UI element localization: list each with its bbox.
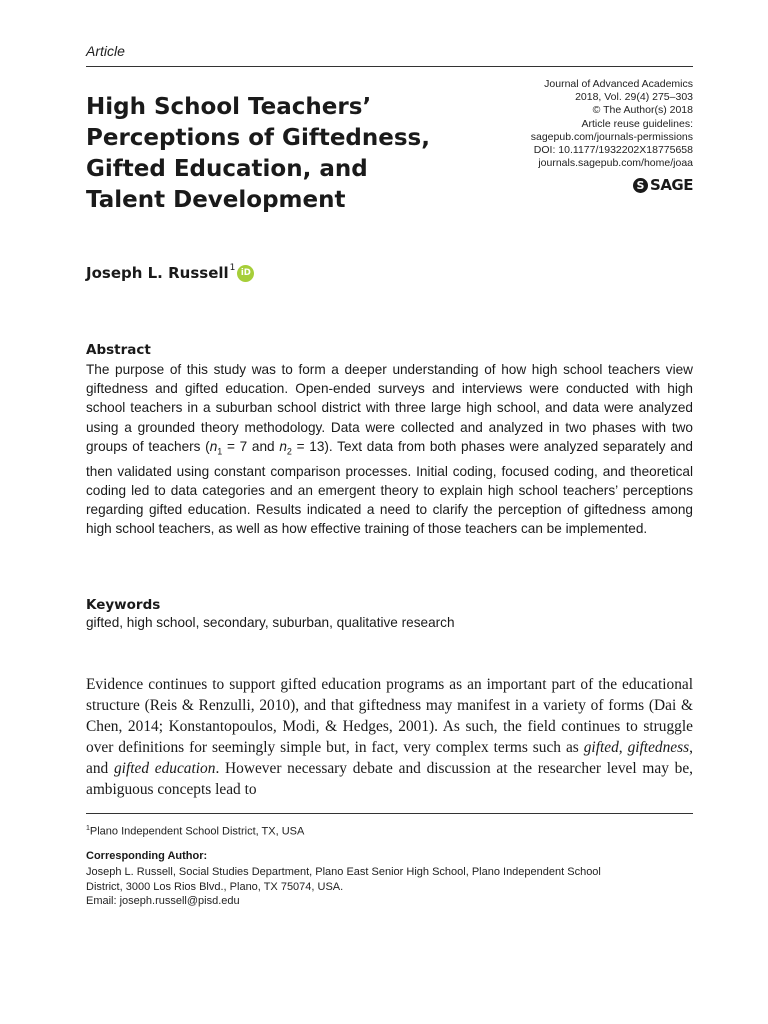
title-line: High School Teachers’ bbox=[86, 94, 372, 120]
abstract-segment: = 7 and bbox=[222, 438, 280, 454]
publisher-name: SAGE bbox=[650, 176, 693, 194]
permissions-link[interactable]: sagepub.com/journals-permissions bbox=[530, 130, 693, 143]
keywords-list: gifted, high school, secondary, suburban, qualitative research bbox=[86, 615, 455, 630]
doi[interactable]: DOI: 10.1177/1932202X18775658 bbox=[533, 144, 693, 157]
journal-copyright: © The Author(s) 2018 bbox=[592, 104, 693, 117]
body-segment: Evidence continues to support gifted education programs as an important part of the educational structure (Reis & Renzulli, 2010), and that giftedness may manifest in a variety of forms (Dai & Chen, 2014; Konstantopoulos, Modi, & Hedges, 2001). As such, the field continues to struggle over definitions for seemingly simple but, in fact, very complex terms such as bbox=[86, 676, 693, 756]
corresponding-author-heading: Corresponding Author: bbox=[86, 850, 208, 862]
corr-address-line: District, 3000 Los Rios Blvd., Plano, TX 75074, USA. bbox=[86, 880, 344, 893]
author-affiliation-marker: 1 bbox=[229, 263, 236, 273]
journal-volume: 2018, Vol. 29(4) 275–303 bbox=[575, 91, 693, 104]
journal-name: Journal of Advanced Academics bbox=[544, 78, 693, 90]
author-name: Joseph L. Russell bbox=[86, 264, 229, 282]
abstract-heading: Abstract bbox=[86, 342, 151, 358]
italic-term: gifted education bbox=[113, 760, 216, 777]
journal-info bbox=[531, 78, 693, 170]
corr-email[interactable]: Email: joseph.russell@pisd.edu bbox=[86, 895, 240, 907]
variable-n: n bbox=[209, 438, 218, 454]
abstract-segment: = 13). Text data from both phases were analyzed separately and then validated using constant comparison processes. Initial coding, focused coding, and theoretical coding led to data categories and an emergent theory to explain high school teachers’ perceptions regarding gifted education. Results indicated a need to clarify the perception of giftedness among high school teachers, as well as how effective training of those teachers can be implemented. bbox=[86, 438, 693, 537]
publisher-logo bbox=[633, 176, 693, 194]
corresponding-author-details bbox=[86, 865, 693, 909]
author-line bbox=[86, 264, 254, 282]
reuse-guidelines-label: Article reuse guidelines: bbox=[581, 117, 693, 130]
header-divider bbox=[86, 66, 693, 67]
abstract-text bbox=[86, 360, 693, 539]
variable-n: n bbox=[279, 438, 287, 454]
orcid-icon[interactable]: iD bbox=[237, 265, 254, 282]
footnote-marker: 1 bbox=[86, 825, 90, 832]
italic-term: gifted, giftedness bbox=[583, 739, 690, 756]
abstract-segment: The purpose of this study was to form a deeper understanding of how high school teachers view giftedness and gifted education. Open-ended surveys and interviews were conducted with high school teachers in a suburban school district with three large high school, and data were analyzed using a grounded theory methodology. Data were collected and analyzed in two phases with two groups of teachers ( bbox=[86, 362, 693, 454]
body-segment: . However necessary debate and discussion at the researcher level may be, ambiguous concepts lead to bbox=[86, 760, 694, 798]
body-paragraph bbox=[86, 674, 693, 800]
subscript: 1 bbox=[217, 446, 223, 457]
corr-address-line: Joseph L. Russell, Social Studies Department, Plano East Senior High School, Plano Independent School bbox=[86, 866, 601, 878]
affiliation-text: Plano Independent School District, TX, USA bbox=[89, 825, 305, 838]
title-line: Gifted Education, and bbox=[86, 156, 368, 182]
keywords-heading: Keywords bbox=[86, 597, 161, 613]
sage-logo-icon: S bbox=[633, 178, 648, 193]
affiliation-footnote bbox=[86, 825, 304, 838]
footnote-divider bbox=[86, 813, 693, 814]
title-line: Perceptions of Giftedness, bbox=[86, 125, 430, 151]
article-title bbox=[86, 92, 496, 216]
body-segment: , and bbox=[86, 739, 693, 777]
subscript: 2 bbox=[286, 446, 292, 457]
title-line: Talent Development bbox=[86, 187, 346, 213]
article-type-label: Article bbox=[86, 43, 125, 59]
journal-homepage-link[interactable]: journals.sagepub.com/home/joaa bbox=[538, 157, 693, 170]
